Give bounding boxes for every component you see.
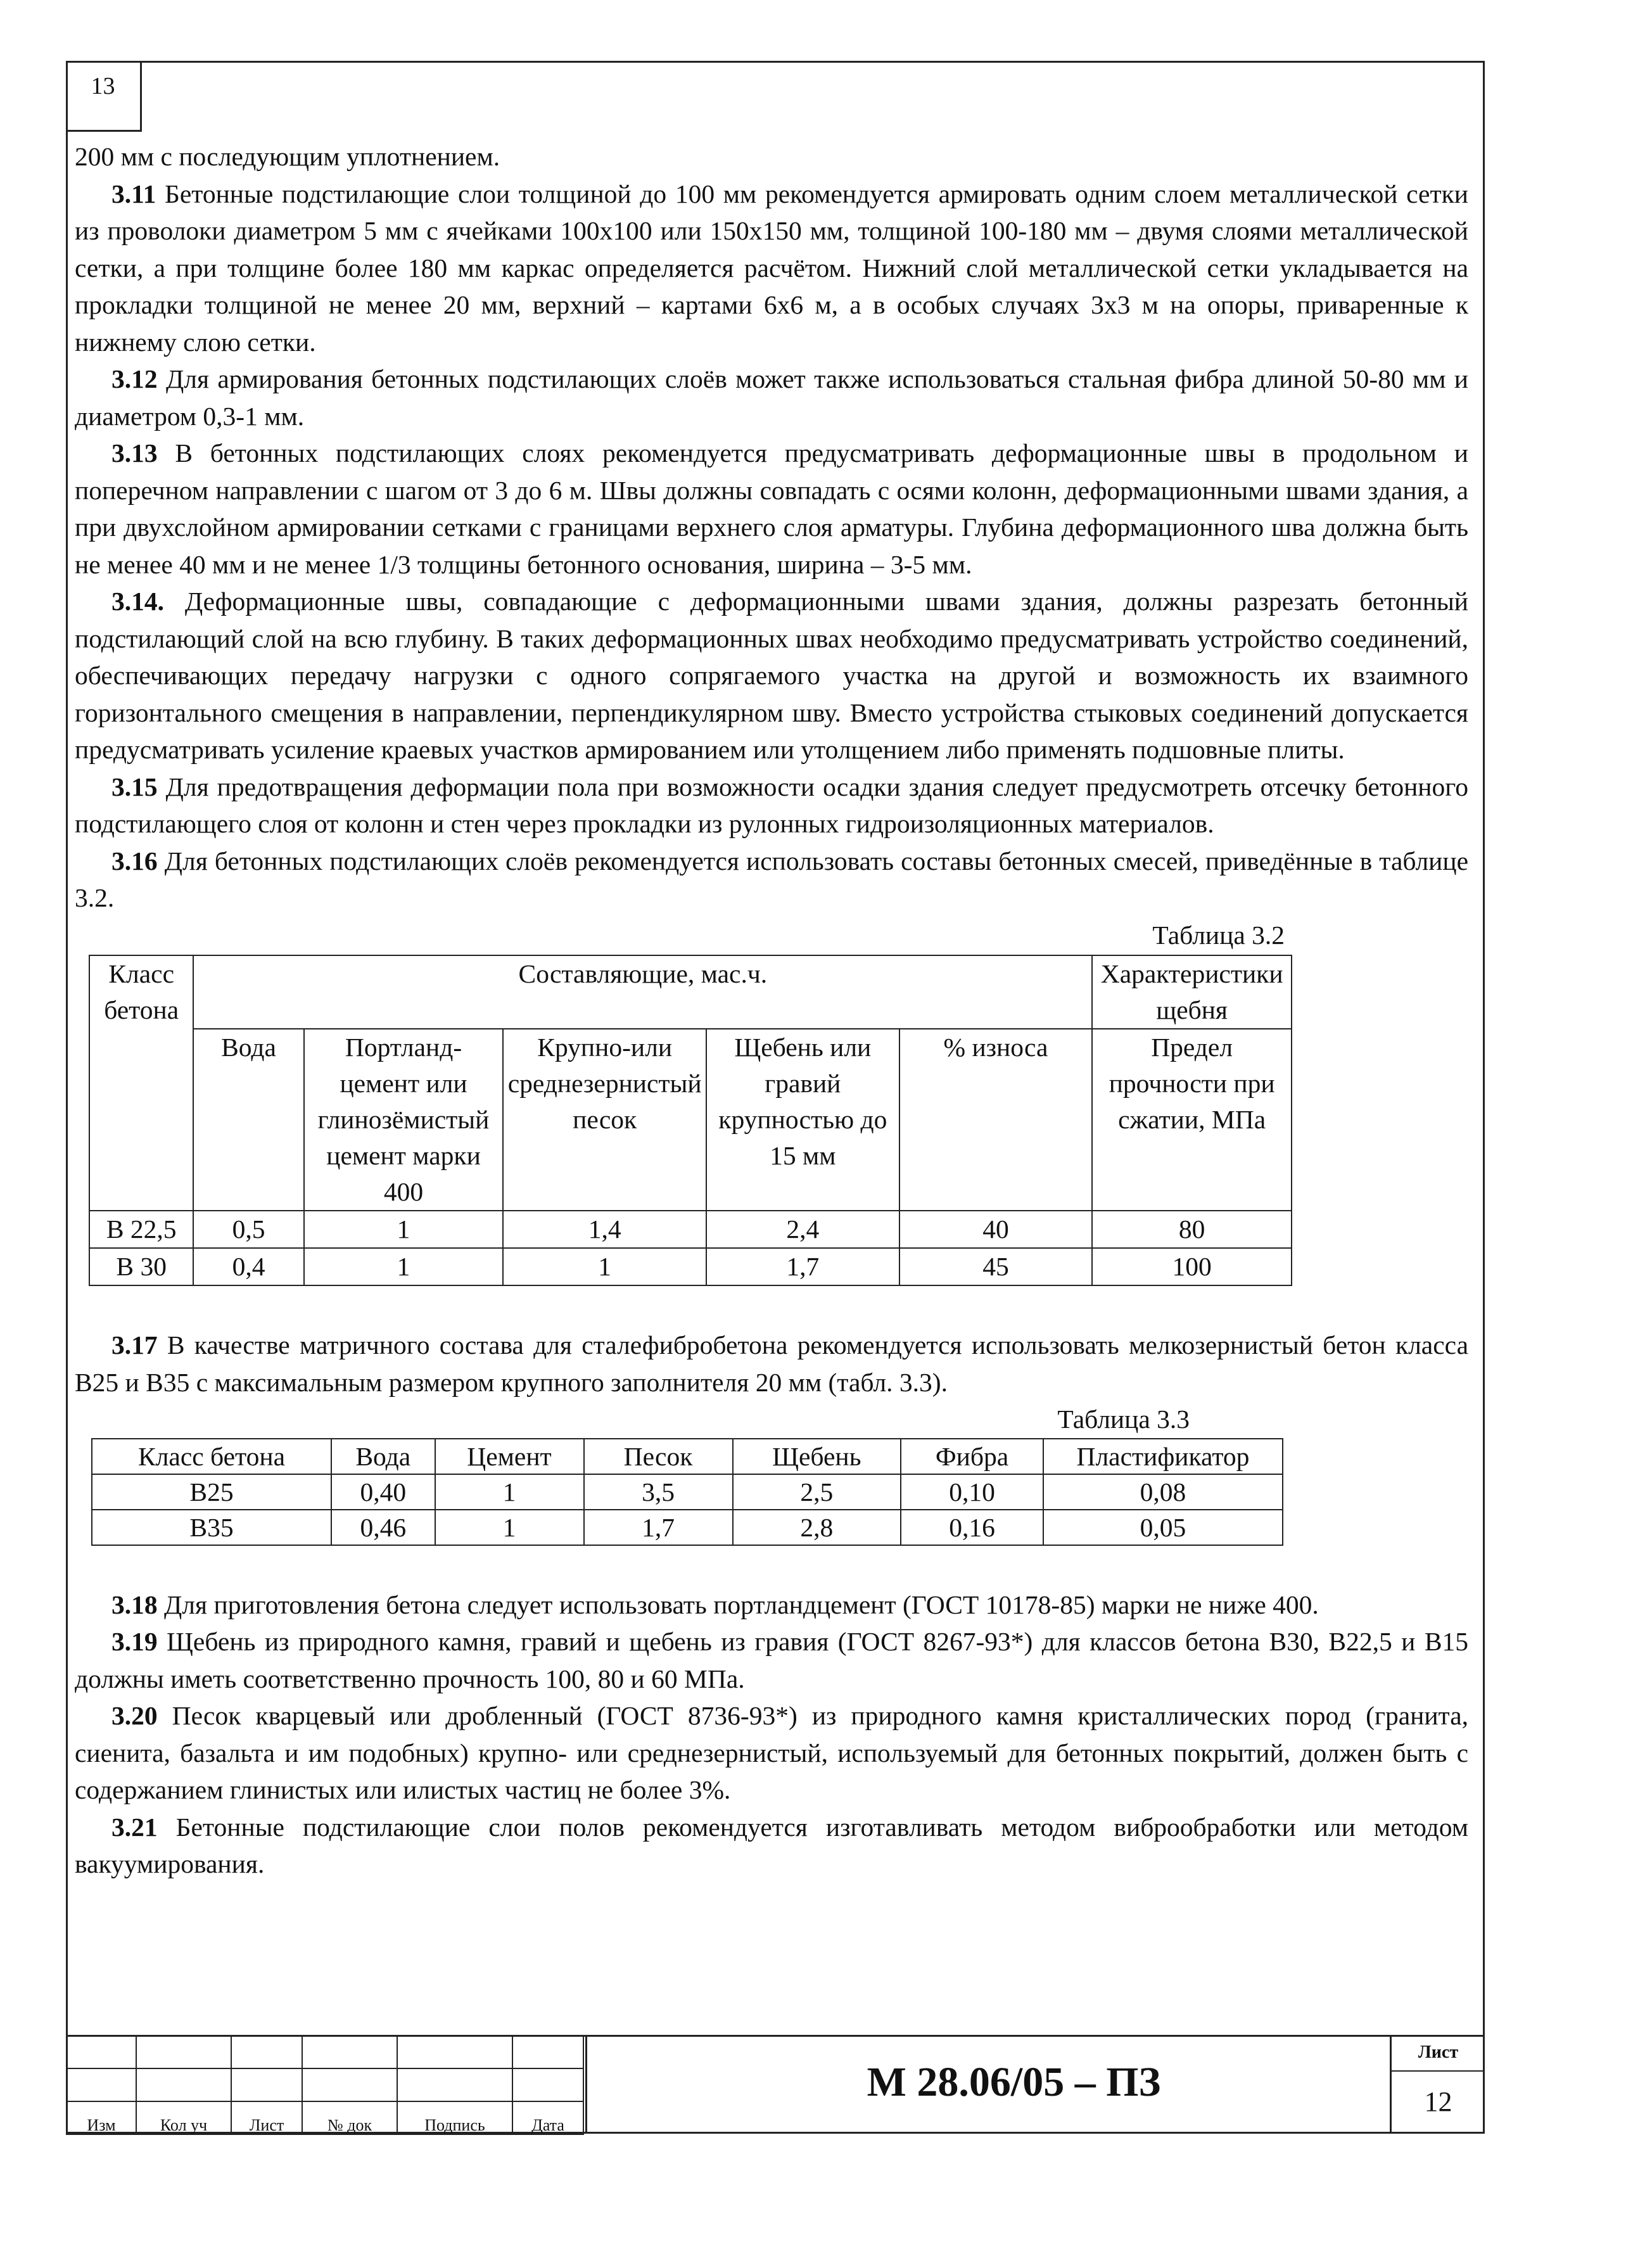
header-class: Класс бетона (89, 955, 193, 1211)
document-code: М 28.06/05 – ПЗ (585, 2035, 1440, 2134)
sheet-label: Лист (1392, 2035, 1485, 2072)
paragraph-3-20 (75, 1697, 1468, 1809)
cell: 40 (899, 1211, 1093, 1248)
document-body (75, 138, 1468, 1883)
cell: 1 (304, 1211, 504, 1248)
cell: 0,05 (1043, 1510, 1283, 1545)
cell: 2,4 (706, 1211, 899, 1248)
cell: 0,40 (331, 1474, 435, 1510)
table-row (89, 1248, 1292, 1285)
paragraph-3-15 (75, 768, 1468, 843)
paragraph-text: Для бетонных подстилающих слоёв рекомендуется использовать составы бетонных смесей, приведённые в таблице 3.2. (75, 846, 1468, 912)
cell: 45 (899, 1248, 1093, 1285)
sheet-number: 12 (1424, 2086, 1452, 2117)
header-water: Вода (193, 1029, 303, 1211)
section-number: 3.15 (111, 772, 158, 801)
cell: 0,46 (331, 1510, 435, 1545)
section-number: 3.11 (111, 179, 156, 208)
section-number: 3.14. (111, 587, 164, 616)
section-number: 3.16 (111, 846, 158, 876)
sheet-box (1390, 2035, 1485, 2134)
stamp-col-label: Кол уч (136, 2101, 231, 2134)
cell: В 22,5 (89, 1211, 193, 1248)
paragraph-3-21 (75, 1809, 1468, 1883)
cell: 0,08 (1043, 1474, 1283, 1510)
cell: 2,5 (733, 1474, 901, 1510)
paragraph-3-14 (75, 583, 1468, 768)
cell: В25 (92, 1474, 331, 1510)
title-block (66, 2035, 1485, 2134)
header-cell: Класс бетона (92, 1439, 331, 1474)
paragraph-text: В бетонных подстилающих слоях рекомендуется предусматривать деформационные швы в продольном и поперечном направлении с шагом от 3 до 6 м. Швы должны совпадать с осями колонн, деформационными швами здания, а при двухслойном армировании сетками с границами верхнего слоя арматуры. Глубина деформационного шва должна быть не менее 40 мм и не менее 1/3 толщины бетонного основания, ширина – 3-5 мм. (75, 438, 1468, 579)
header-cell: Фибра (901, 1439, 1043, 1474)
header-cell: Песок (584, 1439, 733, 1474)
revision-grid (66, 2035, 584, 2135)
paragraph-text: Бетонные подстилающие слои толщиной до 100 мм рекомендуется армировать одним слоем металлической сетки из проволоки диаметром 5 мм с ячейками 100х100 или 150х150 мм, толщиной 100-180 мм – двумя слоями металлической сетки, а при толщине более 180 мм каркас определяется расчётом. Нижний слой металлической сетки укладывается на прокладки толщиной не менее 20 мм, верхний – картами 6х6 м, а в особых случаях 3х3 м на опоры, приваренные к нижнему слою сетки. (75, 179, 1468, 357)
paragraph-3-13 (75, 435, 1468, 583)
cell: 1 (503, 1248, 706, 1285)
cell: В35 (92, 1510, 331, 1545)
paragraph-text: Бетонные подстилающие слои полов рекомендуется изготавливать методом виброобработки или методом вакуумирования. (75, 1812, 1468, 1878)
stamp-col-label: Лист (231, 2101, 302, 2134)
table-row (92, 1474, 1283, 1510)
section-number: 3.12 (111, 364, 158, 393)
cell: 1,7 (584, 1510, 733, 1545)
stamp-col-label: № док (302, 2101, 397, 2134)
paragraph-text: Для предотвращения деформации пола при возможности осадки здания следует предусмотреть отсечку бетонного подстилающего слоя от колонн и стен через прокладки из рулонных гидроизоляционных материалов. (75, 772, 1468, 838)
paragraph-text: В качестве матричного состава для сталефибробетона рекомендуется использовать мелкозернистый бетон класса В25 и В35 с максимальным размером крупного заполнителя 20 мм (табл. 3.3). (75, 1330, 1468, 1397)
paragraph-text: Песок кварцевый или дробленный (ГОСТ 8736-93*) из природного камня кристаллических пород (гранита, сиенита, базальта и им подобных) крупно- или среднезернистый, используемый для бетонных покрытий, должен быть с содержанием глинистых или илистых частиц не более 3%. (75, 1701, 1468, 1804)
section-number: 3.13 (111, 438, 158, 468)
stamp-col-label: Подпись (397, 2101, 512, 2134)
section-number: 3.19 (111, 1627, 158, 1656)
section-number: 3.20 (111, 1701, 158, 1730)
header-crushed: Щебень или гравий крупностью до 15 мм (706, 1029, 899, 1211)
cell: 100 (1092, 1248, 1292, 1285)
stamp-col-label: Изм (67, 2101, 136, 2134)
table-3-3 (91, 1438, 1283, 1546)
header-cement: Портланд-цемент или глинозёмистый цемент марки 400 (304, 1029, 504, 1211)
paragraph-text: Деформационные швы, совпадающие с деформационными швами здания, должны разрезать бетонный подстилающий слой на всю глубину. В таких деформационных швах необходимо предусматривать устройство соединений, обеспечивающих передачу нагрузки с одного сопрягаемого участка на другой и возможность их взаимного горизонтального смещения в направлении, перпендикулярном шву. Вместо устройства стыковых соединений допускается предусматривать усиление краевых участков армированием или утолщением либо применять подшовные плиты. (75, 587, 1468, 764)
cell: 1 (435, 1510, 584, 1545)
paragraph-3-18 (75, 1586, 1468, 1624)
section-number: 3.21 (111, 1812, 158, 1842)
paragraph-3-19 (75, 1623, 1468, 1697)
cell: В 30 (89, 1248, 193, 1285)
cell: 2,8 (733, 1510, 901, 1545)
header-cell: Вода (331, 1439, 435, 1474)
cell: 3,5 (584, 1474, 733, 1510)
cell: 1,4 (503, 1211, 706, 1248)
cell: 0,10 (901, 1474, 1043, 1510)
cell: 0,5 (193, 1211, 303, 1248)
page-number-top: 13 (66, 61, 142, 132)
paragraph-3-12 (75, 360, 1468, 435)
header-cell: Цемент (435, 1439, 584, 1474)
header-strength: Предел прочности при сжатии, МПа (1092, 1029, 1292, 1211)
table-3-2 (89, 955, 1292, 1286)
cell: 0,4 (193, 1248, 303, 1285)
section-number: 3.18 (111, 1590, 158, 1619)
paragraph-3-17 (75, 1327, 1468, 1401)
table-row (92, 1510, 1283, 1545)
paragraph-text: Щебень из природного камня, гравий и щебень из гравия (ГОСТ 8267-93*) для классов бетона В30, В22,5 и В15 должны иметь соответственно прочность 100, 80 и 60 МПа. (75, 1627, 1468, 1693)
paragraph-3-16 (75, 843, 1468, 917)
header-cell: Щебень (733, 1439, 901, 1474)
cell: 1,7 (706, 1248, 899, 1285)
header-sand: Крупно-или среднезернистый песок (503, 1029, 706, 1211)
table-3-2-caption: Таблица 3.2 (1152, 920, 1285, 950)
stamp-col-label: Дата (512, 2101, 583, 2134)
paragraph-continuation: 200 мм с последующим уплотнением. (75, 142, 500, 171)
table-row (89, 1211, 1292, 1248)
paragraph-text: Для армирования бетонных подстилающих слоёв может также использоваться стальная фибра длиной 50-80 мм и диаметром 0,3-1 мм. (75, 364, 1468, 431)
header-wear: % износа (899, 1029, 1093, 1211)
table-3-3-caption: Таблица 3.3 (1057, 1405, 1190, 1434)
header-cell: Пластификатор (1043, 1439, 1283, 1474)
cell: 80 (1092, 1211, 1292, 1248)
cell: 1 (435, 1474, 584, 1510)
cell: 1 (304, 1248, 504, 1285)
paragraph-text: Для приготовления бетона следует использовать портландцемент (ГОСТ 10178-85) марки не ниже 400. (157, 1590, 1319, 1619)
section-number: 3.17 (111, 1330, 158, 1360)
paragraph-3-11 (75, 175, 1468, 361)
header-gravel: Характеристики щебня (1092, 955, 1292, 1029)
header-components: Составляющие, мас.ч. (193, 955, 1092, 1029)
cell: 0,16 (901, 1510, 1043, 1545)
